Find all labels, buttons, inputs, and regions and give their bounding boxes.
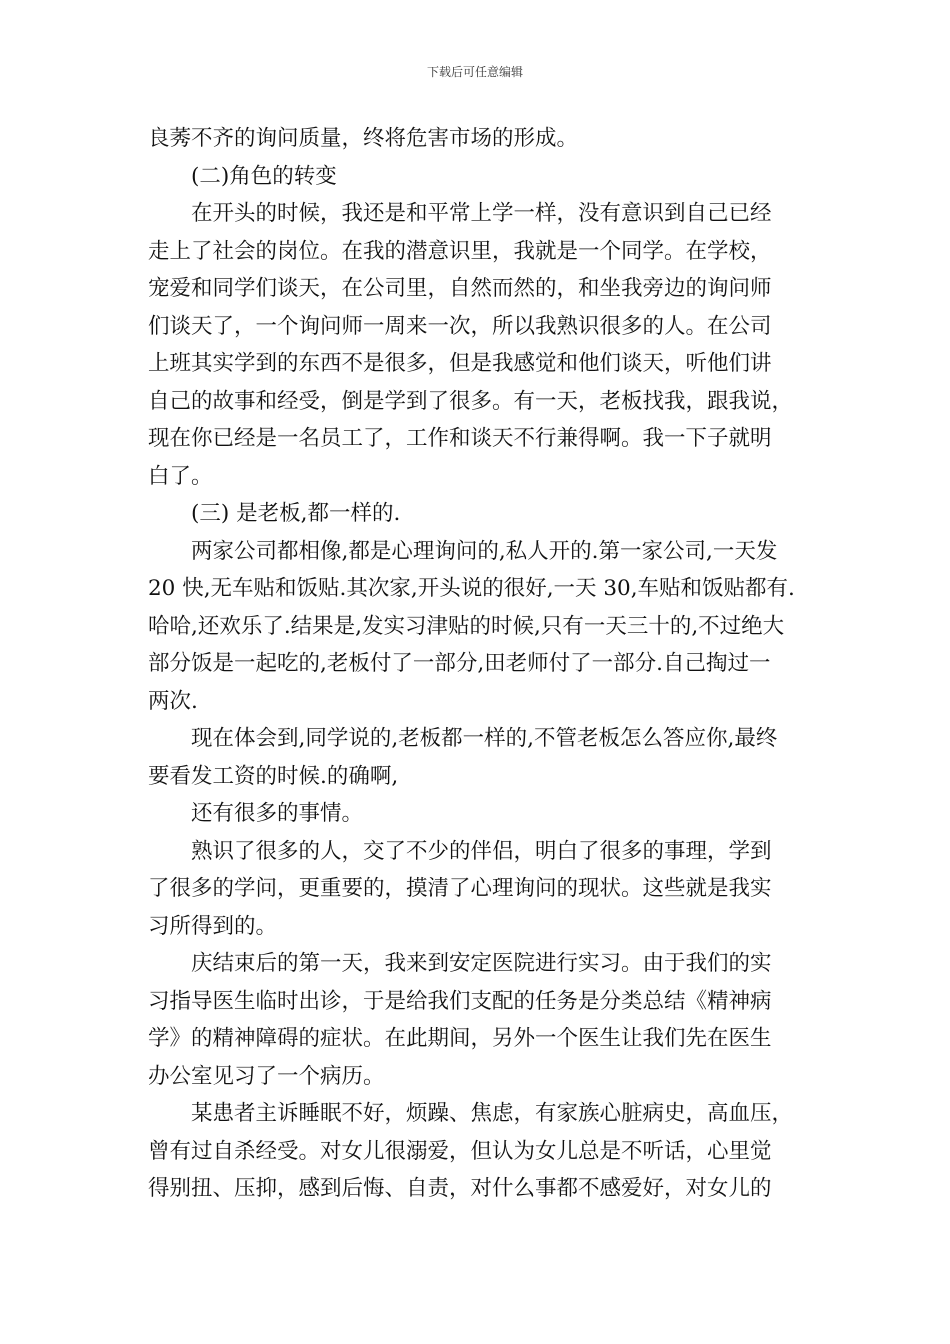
- text-line: 办公室见习了一个病历。: [148, 1063, 385, 1089]
- section-heading: [148, 158, 808, 196]
- text-line: 曾有过自杀经受。对女儿很溺爱，但认为女儿总是不听话，心里觉: [148, 1138, 772, 1164]
- text-line: 良莠不齐的询问质量，终将危害市场的形成。: [148, 126, 579, 151]
- paragraph: [148, 120, 808, 158]
- text-line: 自己的故事和经受，倒是学到了很多。有一天，老板找我，跟我说，: [148, 388, 794, 414]
- body-text: [148, 120, 808, 1208]
- text-line: 得别扭、压抑，感到后悔、自责，对什么事都不感爱好，对女儿的: [148, 1176, 772, 1201]
- text-line: 还有很多的事情。: [191, 801, 364, 826]
- paragraph: [148, 795, 808, 833]
- text-line: 宠爱和同学们谈天，在公司里，自然而然的，和坐我旁边的询问师: [148, 276, 772, 301]
- text-line: 现在你已经是一名员工了，工作和谈天不行兼得啊。我一下子就明: [148, 426, 772, 451]
- section-heading: [148, 495, 808, 533]
- paragraph: [148, 720, 808, 795]
- text-line: 了很多的学问，更重要的，摸清了心理询问的现状。这些就是我实: [148, 876, 772, 901]
- text-line: 庆结束后的第一天，我来到安定医院进行实习。由于我们的实: [191, 951, 772, 976]
- paragraph: [148, 195, 808, 495]
- text-line: 习指导医生临时出诊，于是给我们支配的任务是分类总结《精神病: [148, 988, 772, 1014]
- text-line: 学》的精神障碍的症状。在此期间，另外一个医生让我们先在医生: [148, 1026, 772, 1051]
- text-line: 要看发工资的时候.的确啊,: [148, 763, 399, 789]
- text-line: 20 快,无车贴和饭贴.其次家,开头说的很好,一天 30,车贴和饭贴都有.: [148, 576, 795, 601]
- text-line: 白了。: [148, 463, 213, 489]
- page-header: 下载后可任意编辑: [426, 65, 523, 79]
- text-line: (二)角色的转变: [191, 163, 337, 189]
- text-line: 部分饭是一起吃的,老板付了一部分,田老师付了一部分.自己掏过一: [148, 651, 771, 676]
- paragraph: [148, 945, 808, 1095]
- text-line: 两次.: [148, 688, 198, 714]
- text-line: 某患者主诉睡眠不好，烦躁、焦虑，有家族心脏病史，高血压，: [191, 1101, 794, 1126]
- text-line: 习所得到的。: [148, 913, 278, 939]
- text-line: 们谈天了，一个询问师一周来一次，所以我熟识很多的人。在公司: [148, 313, 772, 339]
- text-line: 现在体会到,同学说的,老板都一样的,不管老板怎么答应你,最终: [191, 726, 778, 751]
- text-line: 熟识了很多的人，交了不少的伴侣，明白了很多的事理，学到: [191, 838, 772, 864]
- text-line: 哈哈,还欢乐了.结果是,发实习津贴的时候,只有一天三十的,不过绝大: [148, 613, 785, 639]
- text-line: 在开头的时候，我还是和平常上学一样，没有意识到自己已经: [191, 201, 772, 226]
- text-line: 走上了社会的岗位。在我的潜意识里，我就是一个同学。在学校，: [148, 238, 772, 264]
- text-line: (三) 是老板,都一样的.: [191, 501, 401, 526]
- text-line: 两家公司都相像,都是心理询问的,私人开的.第一家公司,一天发: [191, 538, 778, 564]
- paragraph: [148, 1095, 808, 1208]
- paragraph: [148, 533, 808, 721]
- text-line: 上班其实学到的东西不是很多，但是我感觉和他们谈天，听他们讲: [148, 351, 772, 376]
- paragraph: [148, 833, 808, 946]
